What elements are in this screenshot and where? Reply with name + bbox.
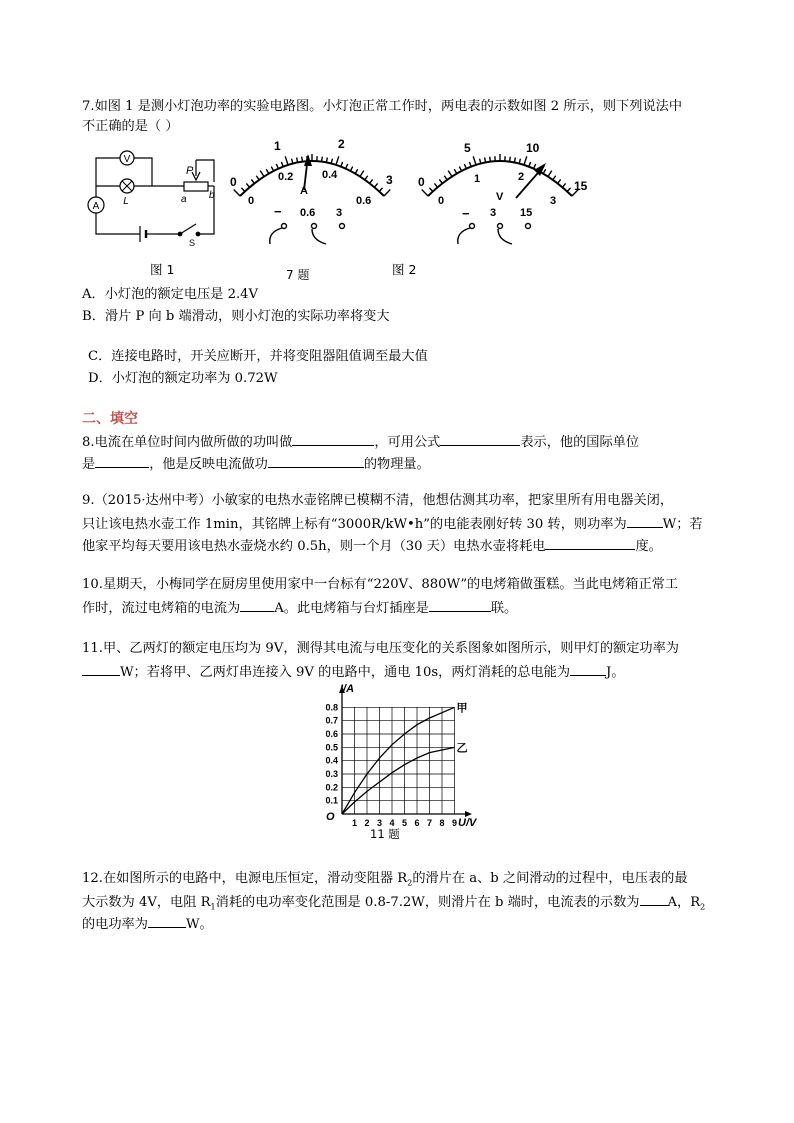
q8-text-5: ，他是反映电流做功 [149, 457, 268, 472]
chart-x-tick-label: 1 [351, 818, 358, 828]
chart-y-tick-label: 0.8 [325, 702, 338, 713]
dial-tick [379, 188, 382, 192]
chart-y-tick-label: 0.5 [325, 742, 338, 753]
q12-text-1: 12.在如图所示的电路中，电源电压恒定，滑动变阻器 R [82, 871, 408, 886]
q7-stem-line1: 7.如图 1 是测小灯泡功率的实验电路图。小灯泡正常工作时，两电表的示数如图 2 所示，则下列说法中 [82, 99, 683, 114]
voltmeter-top-tick-0: 0 [418, 175, 425, 189]
q12-text-7: W。 [185, 917, 213, 932]
q12-blank-2[interactable] [148, 914, 186, 928]
dial-tick [260, 171, 264, 177]
circuit-end-b-label: b [209, 190, 215, 201]
voltmeter-top-tick-3: 15 [574, 179, 588, 193]
chart-y-tick-label: 0.2 [325, 782, 338, 793]
voltmeter-top-tick-2: 10 [526, 141, 540, 155]
dial-tick [234, 190, 240, 196]
q8-blank-3[interactable] [95, 454, 149, 468]
chart-series-line-yi [342, 747, 455, 814]
q9-line2 [82, 514, 703, 534]
dial-tick [473, 156, 476, 165]
q8-line1 [82, 432, 639, 452]
chart-x-tick-label: 6 [414, 818, 420, 828]
dial-tick [302, 157, 303, 162]
dial-tick [524, 156, 527, 165]
dial-tick [350, 167, 352, 171]
dial-tick [553, 176, 556, 180]
q12-sub-r1: 1 [210, 902, 216, 912]
chart-x-tick-label: 9 [451, 818, 458, 828]
dial-tick [326, 157, 327, 162]
ammeter-inner-tick-0: 0 [248, 195, 255, 207]
dial-tick [281, 162, 283, 167]
dial-tick [439, 179, 442, 183]
circuit-end-a-label: a [181, 194, 187, 205]
dial-tick [459, 167, 461, 171]
q10-text-1: 作时，流过电烤箱的电流为 [82, 601, 241, 616]
q11-blank-2[interactable] [570, 662, 606, 676]
chart-x-tick-label: 5 [401, 818, 408, 828]
dial-tick [246, 183, 249, 187]
ammeter-inner-tick-1: 0.2 [278, 171, 294, 183]
q10-blank-1[interactable] [240, 598, 274, 612]
q10-line1: 10.星期天，小梅同学在厨房里使用家中一台标有“220V、880W”的电烤箱做蛋糕。当此电烤箱正常工 [82, 577, 679, 592]
q11-blank-1[interactable] [82, 662, 120, 676]
q7-option-b: B．滑片 P 向 b 端滑动，则小灯泡的实际功率将变大 [82, 309, 390, 324]
q7-stem-line2: 不正确的是（ ） [82, 119, 179, 134]
voltmeter-dial [410, 136, 590, 246]
q7-option-d: D．小灯泡的额定功率为 0.72W [88, 371, 278, 386]
dial-tick [490, 157, 491, 162]
q12-text-6: 的电功率为 [82, 917, 148, 932]
dial-tick [514, 157, 515, 162]
q10-line2 [82, 598, 517, 618]
q9-text-2: W；若 [662, 517, 703, 532]
chart-x-tick-label: 4 [389, 818, 395, 828]
chart-x-tick-label: 7 [426, 818, 433, 828]
circuit-ammeter-label: A [92, 201, 100, 212]
voltmeter-inner-tick-3: 3 [550, 195, 557, 207]
circuit-lamp-label: L [123, 196, 129, 207]
ammeter-terminal-0.6: 0.6 [300, 207, 316, 219]
ammeter-top-tick-3: 3 [386, 173, 393, 187]
dial-tick [271, 167, 273, 171]
ammeter-terminal-3: 3 [336, 207, 343, 219]
dial-tick [448, 171, 452, 177]
voltmeter-inner-tick-2: 2 [518, 171, 525, 183]
ammeter-dial [222, 136, 402, 246]
voltmeter-top-tick-1: 5 [464, 141, 471, 155]
chart-x-tick-label: 3 [376, 818, 383, 828]
dial-tick [429, 188, 432, 192]
fig1-caption: 图 1 [150, 262, 175, 277]
q9-text-3: 他家平均每天要用该电热水壶烧水约 0.5h，则一个月（30 天）电热水壶将耗电 [82, 539, 546, 554]
dial-tick [434, 183, 437, 187]
voltmeter-inner-tick-1: 1 [474, 173, 481, 185]
dial-tick [464, 164, 466, 169]
dial-tick [346, 164, 348, 169]
ammeter-inner-tick-3: 0.6 [356, 195, 372, 207]
q12-blank-1[interactable] [640, 892, 668, 906]
q12-line1 [82, 870, 688, 893]
dial-tick [355, 169, 358, 173]
dial-tick [422, 190, 428, 196]
dial-tick [558, 179, 561, 183]
chart-x-tick-label: 2 [364, 818, 370, 828]
ammeter-unit: A [300, 185, 308, 197]
q7-figure-caption: 7 题 [286, 268, 310, 282]
chart-x-tick-label: 8 [439, 818, 445, 828]
dial-tick [374, 183, 377, 187]
chart-y-tick-label: 0.7 [325, 715, 338, 726]
dial-tick [567, 188, 570, 192]
q8-blank-4[interactable] [268, 454, 364, 468]
q9-text-1: 只让该电热水壶工作 1min，其铭牌上标有“3000R/kW•h”的电能表刚好转 30 转，则功率为 [82, 517, 627, 532]
q12-line2 [82, 892, 705, 917]
q8-text-4: 是 [82, 457, 96, 472]
dial-tick [370, 179, 373, 183]
q8-line2 [82, 454, 430, 474]
q8-text-1: 8.电流在单位时间内做所做的功叫做 [82, 435, 293, 450]
q8-blank-1[interactable] [292, 432, 374, 446]
q8-blank-2[interactable] [440, 432, 520, 446]
dial-tick [266, 169, 269, 173]
dial-tick [256, 176, 259, 180]
chart-y-axis-label: I/A [340, 683, 355, 695]
dial-tick [543, 169, 546, 173]
dial-tick [444, 176, 447, 180]
voltmeter-terminal-15: 15 [520, 207, 533, 219]
voltmeter-terminal-minus: − [462, 206, 470, 221]
voltmeter-terminal-3: 3 [490, 207, 497, 219]
q10-text-3: 联。 [490, 601, 518, 616]
iu-chart [312, 682, 482, 842]
circuit-figure-1 [80, 138, 220, 248]
q8-text-2: ，可用公式 [374, 435, 441, 450]
circuit-switch-label: S [189, 238, 196, 248]
q11-chart-caption: 11 题 [370, 827, 400, 841]
chart-y-tick-label: 0.6 [325, 729, 338, 739]
dial-tick [276, 164, 278, 169]
ammeter-terminal-minus: − [274, 204, 282, 219]
dial-tick [336, 156, 339, 165]
dial-tick [469, 162, 471, 167]
q12-text-4: 消耗的电功率变化范围是 0.8-7.2W，则滑片在 b 端时，电流表的示数为 [215, 895, 640, 910]
q12-text-2: 的滑片在 a、b 之间滑动的过程中，电压表的最 [412, 871, 688, 886]
q8-text-6: 的物理量。 [363, 457, 430, 472]
q11-text-1: W；若将甲、乙两灯串连接入 9V 的电路中，通电 10s，两灯消耗的总电能为 [120, 665, 571, 680]
dial-tick [285, 156, 288, 165]
chart-y-tick-label: 0.4 [325, 755, 338, 766]
voltmeter-inner-tick-0: 0 [438, 195, 445, 207]
q11-text-2: J。 [606, 665, 625, 680]
section-2-title: 二、填空 [82, 411, 138, 427]
q9-text-4: 度。 [635, 539, 662, 554]
dial-tick [548, 171, 552, 177]
q10-blank-2[interactable] [429, 598, 491, 612]
q11-line2 [82, 662, 625, 682]
dial-tick [322, 157, 323, 162]
chart-series-label-yi: 乙 [456, 742, 468, 755]
ammeter-top-tick-0: 0 [230, 175, 237, 189]
ammeter-top-tick-1: 1 [274, 139, 281, 153]
q9-blank-2[interactable] [545, 536, 635, 550]
dial-tick [510, 157, 511, 162]
dial-tick [251, 179, 254, 183]
circuit-voltmeter-label: V [123, 154, 131, 165]
chart-y-tick-label: 0.3 [325, 769, 338, 779]
q12-line3 [82, 914, 213, 934]
q8-text-3: 表示，他的国际单位 [520, 435, 640, 450]
dial-tick [534, 164, 536, 169]
dial-tick [454, 169, 457, 173]
q12-sub-r2: 2 [407, 878, 413, 888]
q12-text-5: A，R [667, 895, 701, 910]
chart-origin-label: O [326, 811, 335, 823]
chart-y-tick-label: 0.1 [325, 795, 338, 806]
q11-line1: 11.甲、乙两灯的额定电压均为 9V，测得其电流与电压变化的关系图象如图所示，则甲灯的额定功率为 [82, 641, 679, 656]
q12-sub-r2b: 2 [700, 902, 706, 912]
fig2-caption: 图 2 [392, 262, 417, 277]
dial-tick [241, 188, 244, 192]
dial-tick [360, 171, 364, 177]
q10-text-2: A。此电烤箱与台灯插座是 [274, 601, 429, 616]
dial-tick [297, 157, 298, 162]
q9-line1: 9.（2015·达州中考）小敏家的电热水壶铭牌已模糊不清，他想估测其功率，把家里所有用电器关闭， [82, 493, 674, 508]
q7-option-c: C．连接电路时，开关应断开，并将变阻器阻值调至最大值 [88, 349, 428, 364]
q9-blank-1[interactable] [627, 514, 663, 528]
q7-option-a: A．小灯泡的额定电压是 2.4V [82, 287, 259, 302]
circuit-slider-label: P [186, 165, 194, 177]
voltmeter-unit: V [496, 191, 504, 203]
ammeter-inner-tick-2: 0.4 [322, 169, 338, 181]
dial-tick [562, 183, 565, 187]
dial-tick [485, 157, 486, 162]
ammeter-top-tick-2: 2 [338, 137, 345, 151]
dial-tick [365, 176, 368, 180]
chart-x-axis-label: U/V [458, 817, 477, 829]
chart-series-label-jia: 甲 [456, 702, 468, 715]
dial-tick [341, 162, 343, 167]
q9-line3 [82, 536, 662, 556]
dial-tick [384, 190, 390, 196]
q12-text-3: 大示数为 4V，电阻 R [82, 895, 211, 910]
dial-tick [529, 162, 531, 167]
